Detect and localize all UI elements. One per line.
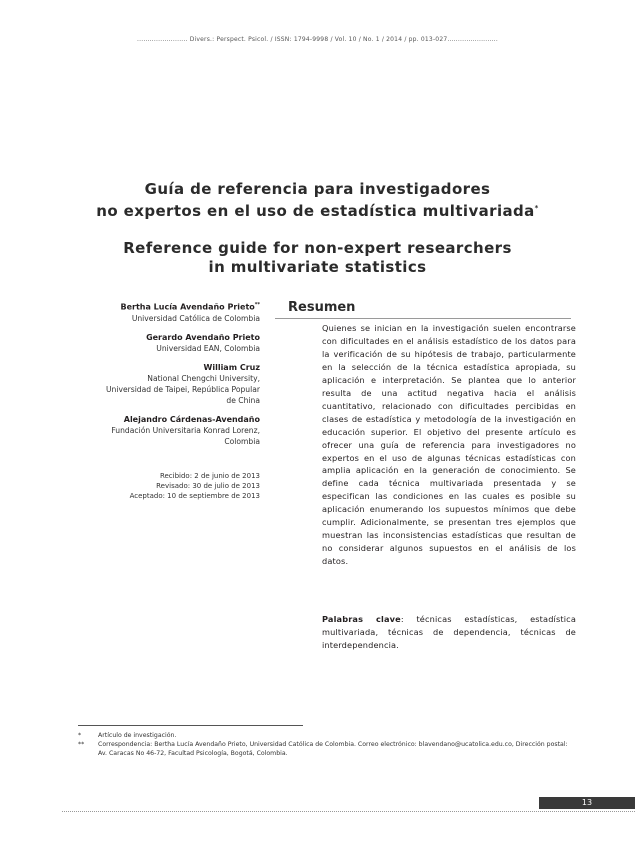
running-header: ........................ Divers.: Perspect. Psicol. / ISSN: 1794-9998 / Vol. 10 / No. 1 / 2014 / pp. 013-027........................ <box>137 36 498 43</box>
keywords-label: Palabras clave <box>322 614 401 624</box>
footnotes <box>78 731 578 758</box>
article-title-spanish <box>60 180 575 221</box>
accepted-date: Aceptado: 10 de septiembre de 2013 <box>129 491 260 500</box>
footnote-divider <box>78 725 303 726</box>
author-entry <box>100 362 260 406</box>
footnote-mark: * <box>78 732 82 739</box>
title-es-line-2 <box>60 199 575 221</box>
title-en-line-2: in multivariate statistics <box>208 258 427 276</box>
footnote-mark: ** <box>78 741 85 748</box>
author-affiliation: Fundación Universitaria Konrad Lorenz, Colombia <box>111 425 260 446</box>
author-name: Alejandro Cárdenas-Avendaño <box>123 414 260 424</box>
footnote <box>78 731 578 740</box>
footnote <box>78 740 578 758</box>
title-footnote-mark: * <box>534 204 539 212</box>
submission-dates <box>100 471 260 501</box>
author-name: William Cruz <box>203 362 260 372</box>
revised-date: Revisado: 30 de julio de 2013 <box>156 481 260 490</box>
author-entry <box>100 300 260 324</box>
footnote-text: Artículo de investigación. <box>98 732 177 739</box>
author-name-text: Bertha Lucía Avendaño Prieto <box>120 302 255 312</box>
received-date: Recibido: 2 de junio de 2013 <box>159 471 260 480</box>
author-name <box>100 300 260 313</box>
keywords <box>322 613 576 652</box>
author-affiliation: Universidad EAN, Colombia <box>156 343 260 353</box>
author-entry <box>100 414 260 447</box>
abstract-heading: Resumen <box>288 300 356 315</box>
author-affiliation: Universidad Católica de Colombia <box>131 313 260 323</box>
author-entry <box>100 332 260 354</box>
abstract-divider <box>275 318 571 319</box>
keywords-list: : técnicas estadísticas, estadística multivariada, técnicas de dependencia, técnicas de interdependencia. <box>322 614 576 650</box>
title-es-line-2-text: no expertos en el uso de estadística multivariada <box>96 202 535 220</box>
article-title-english <box>60 239 575 277</box>
author-footnote-mark: ** <box>254 302 260 308</box>
title-en-line-1: Reference guide for non-expert researchers <box>123 239 512 257</box>
page-number: 13 <box>539 797 635 809</box>
author-name: Gerardo Avendaño Prieto <box>146 332 260 342</box>
footnote-text: Correspondencia: Bertha Lucía Avendaño Prieto, Universidad Católica de Colombia. Correo electrónico: blavendano@ucatolica.edu.co, Dirección postal: Av. Caracas No 46-72, Facultad Psicología, Bogotá, Colombia. <box>98 741 568 757</box>
author-affiliation: National Chengchi University, Universidad de Taipei, República Popular de China <box>105 373 260 405</box>
author-block <box>100 300 260 501</box>
title-es-line-1: Guía de referencia para investigadores <box>144 180 491 198</box>
bottom-dotted-rule <box>62 811 635 812</box>
abstract-body: Quienes se inician en la investigación suelen encontrarse con dificultades en el análisis estadístico de los datos para la verificación de su hipótesis de trabajo, particularmente en la selección de la técnica estadística apropiada, su aplicación e interpretación. Se plantea que lo anterior resulta de una actitud negativa hacia el análisis cuantitativo, relacionado con dificultades percibidas en clases de estadística y metodología de la investigación en educación superior. El objetivo del presente artículo es ofrecer una guía de referencia para investigadores no expertos en el uso de algunas técnicas estadísticas con amplia aplicación en la generación de conocimiento. Se define cada técnica multivariada presentada y se especifican las condiciones en las cuales es posible su aplicación enumerando los supuestos mínimos que debe cumplir. Adicionalmente, se presentan tres ejemplos que muestran las inconsistencias estadísticas que resultan de no considerar algunos supuestos en el análisis de los datos. <box>322 323 576 567</box>
